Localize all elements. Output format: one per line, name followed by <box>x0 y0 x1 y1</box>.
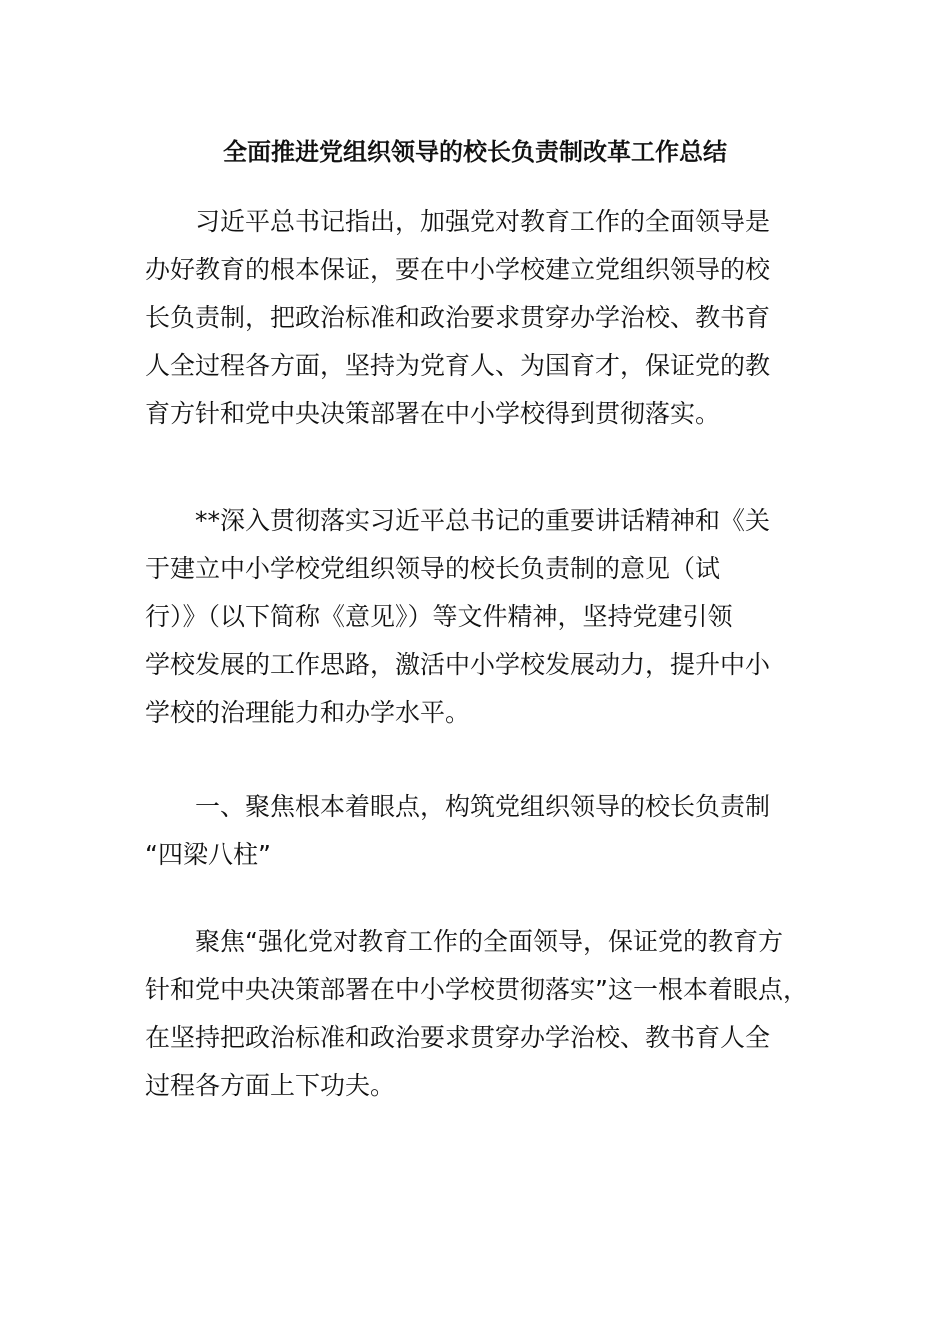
paragraph-line: 在坚持把政治标准和政治要求贯穿办学治校、教书育人全 <box>145 1023 771 1052</box>
paragraph-2 <box>145 497 825 737</box>
paragraph-line: 过程各方面上下功夫。 <box>145 1071 396 1100</box>
paragraph-line: 学校发展的工作思路，激活中小学校发展动力，提升中小 <box>145 650 771 679</box>
paragraph-line: 育方针和党中央决策部署在中小学校得到贯彻落实。 <box>145 399 721 428</box>
paragraph-1 <box>145 198 825 438</box>
section-heading-1 <box>145 783 825 879</box>
paragraph-line: 人全过程各方面，坚持为党育人、为国育才，保证党的教 <box>145 351 771 380</box>
paragraph-line: 于建立中小学校党组织领导的校长负责制的意见（试 <box>145 554 721 583</box>
paragraph-line: 行）》（以下简称《意见》）等文件精神，坚持党建引领 <box>145 602 733 631</box>
paragraph-line: 学校的治理能力和办学水平。 <box>145 698 471 727</box>
paragraph-line: 办好教育的根本保证，要在中小学校建立党组织领导的校 <box>145 255 771 284</box>
paragraph-line: 长负责制，把政治标准和政治要求贯穿办学治校、教书育 <box>145 303 771 332</box>
paragraph-line: 聚焦“强化党对教育工作的全面领导，保证党的教育方 <box>195 927 783 956</box>
heading-line: “四梁八柱” <box>145 840 271 869</box>
document-title: 全面推进党组织领导的校长负责制改革工作总结 <box>223 138 727 166</box>
paragraph-3 <box>145 918 825 1110</box>
heading-line: 一、聚焦根本着眼点，构筑党组织领导的校长负责制 <box>195 792 771 821</box>
paragraph-line: **深入贯彻落实习近平总书记的重要讲话精神和《关 <box>195 506 771 535</box>
paragraph-line: 针和党中央决策部署在中小学校贯彻落实”这一根本着眼点， <box>145 975 808 1004</box>
paragraph-line: 习近平总书记指出，加强党对教育工作的全面领导是 <box>195 207 771 236</box>
